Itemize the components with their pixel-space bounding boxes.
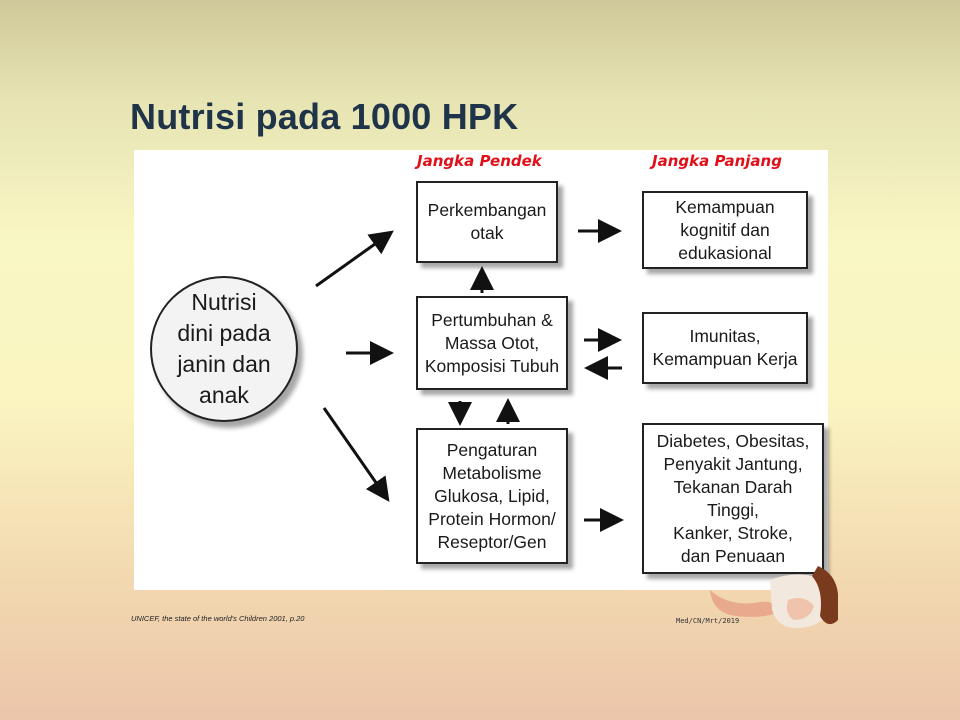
brain-development-label: Perkembangan otak (427, 200, 547, 243)
heading-short-term: Jangka Pendek (417, 152, 542, 170)
source-citation: UNICEF, the state of the world's Children 2001, p.20 (131, 614, 305, 623)
source-label: Nutrisi dini pada janin dan anak (177, 289, 271, 408)
arrow-source-to-brain (316, 234, 389, 286)
growth-muscle-label: Pertumbuhan & Massa Otot, Komposisi Tubuh (424, 309, 560, 376)
slide-code: Med/CN/Mrt/2019 (676, 617, 740, 625)
heading-long-term: Jangka Panjang (652, 152, 782, 170)
slide-title: Nutrisi pada 1000 HPK (130, 96, 519, 137)
flow-arrows (134, 150, 828, 590)
immunity-label: Imunitas, Kemampuan Kerja (652, 326, 798, 369)
diagram-panel (134, 150, 828, 590)
chronic-disease-label: Diabetes, Obesitas, Penyakit Jantung, Tekanan Darah Tinggi, Kanker, Stroke, dan Penuaan (656, 430, 810, 566)
metabolism-label: Pengaturan Metabolisme Glukosa, Lipid, Protein Hormon/ Reseptor/Gen (428, 439, 556, 552)
arrow-source-to-metabolism (324, 408, 386, 497)
cognitive-label: Kemampuan kognitif dan edukasional (675, 196, 775, 263)
